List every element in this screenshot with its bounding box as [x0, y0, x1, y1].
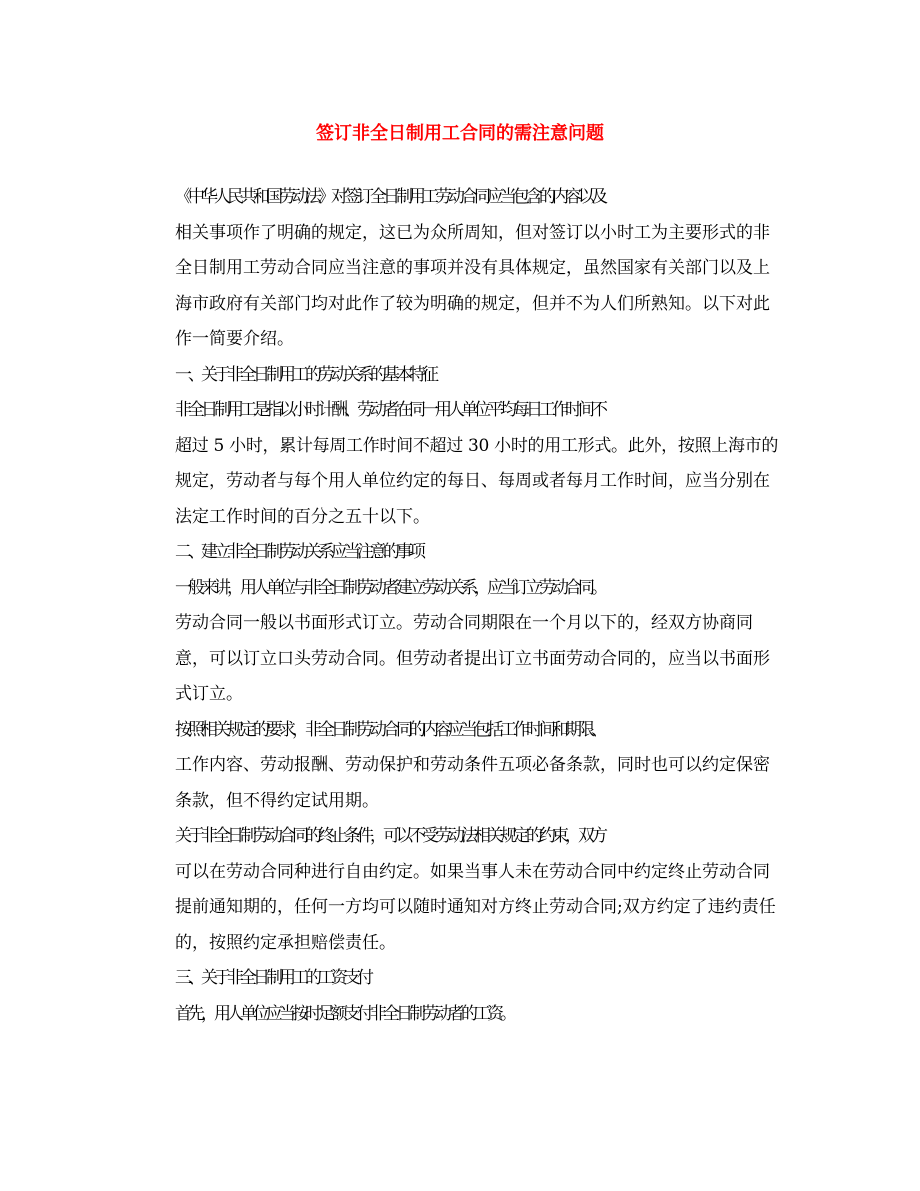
document-body — [141, 180, 781, 1032]
text-line: 《中华人民共和国劳动法》对签订全日制用工劳动合同应当包含的内容以及 — [175, 187, 604, 207]
text-line: 式订立。 — [175, 684, 243, 704]
text-line: 首先，用人单位应当按时足额支付非全日制劳动者的工资。 — [175, 1003, 513, 1024]
text-line: 提前通知期的，任何一方均可以随时通知对方终止劳动合同;双方约定了违约责任 — [175, 897, 776, 917]
text-line: 超过 5 小时，累计每周工作时间不超过 30 小时的用工形式。此外，按照上海市的 — [175, 435, 779, 456]
text-line: 全日制用工劳动合同应当注意的事项并没有具体规定，虽然国家有关部门以及上 — [175, 258, 770, 278]
paragraph-section-3 — [141, 997, 781, 1033]
paragraph-section-1 — [141, 393, 781, 535]
paragraph-section-2b — [141, 713, 781, 820]
paragraph-section-2c — [141, 819, 781, 961]
text-line: 非全日制用工是指以小时计酬、劳动者在同一用人单位平均每日工作时间不 — [175, 400, 604, 420]
section-heading-1 — [141, 358, 781, 394]
text-line: 一、关于非全日制用工的劳动关系的基本特征 — [175, 364, 435, 385]
section-heading-2 — [141, 535, 781, 571]
text-line: 意，可以订立口头劳动合同。但劳动者提出订立书面劳动合同的，应当以书面形 — [175, 648, 770, 669]
text-line: 劳动合同一般以书面形式订立。劳动合同期限在一个月以下的，经双方协商同 — [175, 613, 753, 633]
text-line: 一般来讲，用人单位与非全日制劳动者建立劳动关系，应当订立劳动合同。 — [175, 577, 604, 598]
section-heading-3 — [141, 961, 781, 997]
text-line: 的，按照约定承担赔偿责任。 — [175, 932, 396, 953]
text-line: 工作内容、劳动报酬、劳动保护和劳动条件五项必备条款，同时也可以约定保密 — [175, 755, 770, 775]
text-line: 法定工作时间的百分之五十以下。 — [175, 506, 430, 527]
text-line: 海市政府有关部门均对此作了较为明确的规定，但并不为人们所熟知。以下对此 — [175, 293, 770, 314]
text-line: 相关事项作了明确的规定，这已为众所周知，但对签订以小时工为主要形式的非 — [175, 222, 770, 243]
text-line: 条款，但不得约定试用期。 — [175, 790, 379, 811]
text-line: 三、关于非全日制用工的工资支付 — [175, 968, 370, 988]
text-line: 规定，劳动者与每个用人单位约定的每日、每周或者每月工作时间，应当分别在 — [175, 471, 770, 491]
text-line: 二、建立非全日制劳动关系应当注意的事项 — [175, 542, 422, 562]
document-title: 签订非全日制用工合同的需注意问题 — [316, 123, 604, 144]
paragraph-section-2a — [141, 571, 781, 713]
text-line: 按照相关规定的要求，非全日制劳动合同的内容应当包括工作时间和期限、 — [175, 719, 604, 740]
paragraph-intro — [141, 180, 781, 358]
text-line: 可以在劳动合同种进行自由约定。如果当事人未在劳动合同中约定终止劳动合同 — [175, 861, 770, 882]
text-line: 作一简要介绍。 — [175, 329, 294, 349]
text-line: 关于非全日制劳动合同的终止条件，可以不受劳动法相关规定的约束，双方 — [175, 826, 604, 846]
